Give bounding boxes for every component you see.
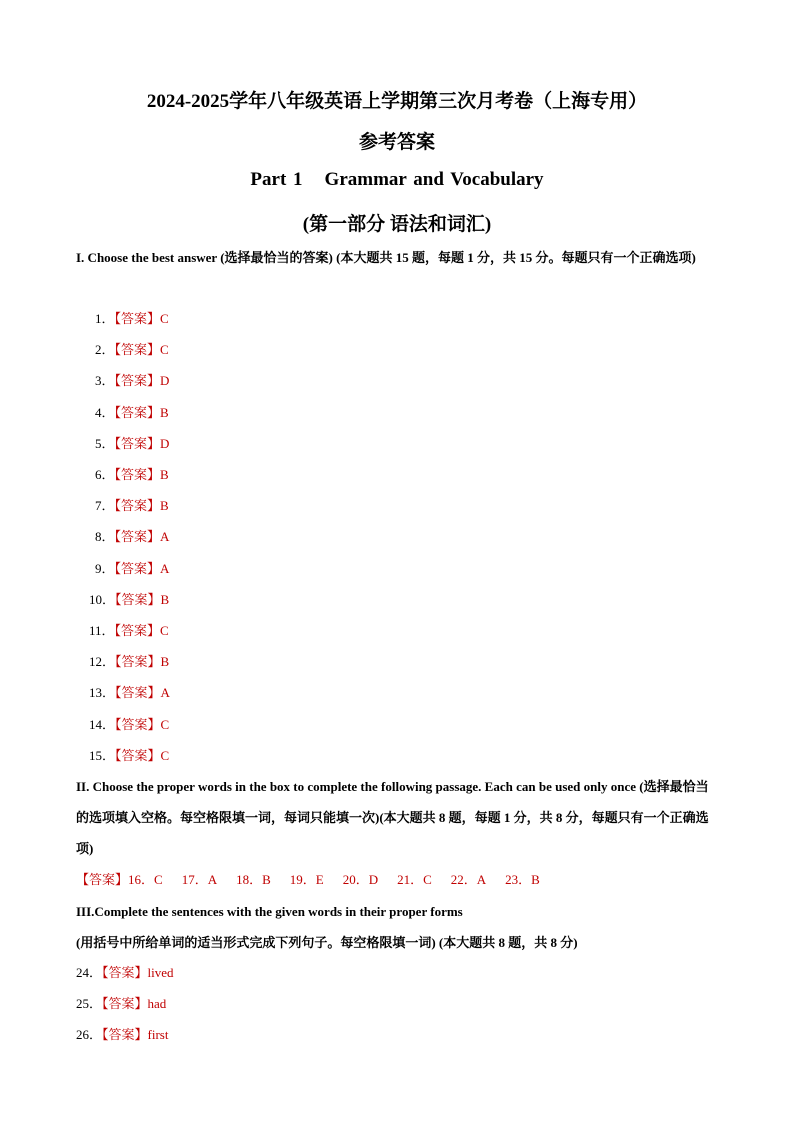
answer-item: 19．E	[289, 872, 324, 887]
answer-value: D	[160, 435, 170, 451]
answer-tag: 【答案】	[102, 965, 148, 980]
section2-instruction: II. Choose the proper words in the box to complete the following passage. Each can be used only once (选择最恰当的选项填入空格。每空格限填一词，每词只能填一次)(本大题共 8 题，每题 1 分，共 8 分，每题只有一个正确选项)	[76, 779, 709, 856]
answer-item: 22．A	[450, 872, 487, 887]
question-number: 1．	[95, 311, 115, 326]
answer-value: B	[160, 498, 169, 514]
answer-item: 20．D	[342, 872, 379, 887]
question-number: 6．	[95, 467, 115, 482]
answer-item: 21．C	[397, 872, 432, 887]
question-number: 10．	[89, 591, 116, 607]
section3-instruction-en: III.Complete the sentences with the given words in their proper forms	[76, 904, 463, 919]
question-number: 12．	[89, 654, 116, 670]
answer-tag: 【答案】	[114, 373, 161, 389]
answer-tag: 【答案】	[115, 591, 161, 607]
answer-row	[95, 496, 169, 516]
answer-value: B	[160, 467, 169, 482]
answer-tag: 【答案】	[114, 311, 161, 326]
answer-tag: 【答案】	[114, 342, 161, 358]
question-number: 25．	[76, 996, 103, 1012]
answer-row	[89, 746, 169, 766]
answer-row	[95, 465, 169, 485]
question-number: 7．	[95, 498, 115, 514]
question-number: 13．	[89, 685, 116, 701]
answer-tag: 【答案】	[102, 1027, 148, 1043]
answer-tag: 【答案】	[114, 435, 161, 451]
answer-tag: 【答案】	[102, 996, 148, 1012]
section1-instruction: I. Choose the best answer (选择最恰当的答案) (本大题共 15 题，每题 1 分，共 15 分。每题只有一个正确选项)	[76, 250, 696, 265]
answer-value: A	[160, 685, 170, 701]
answer-value: lived	[147, 965, 174, 980]
part-name: Part 1	[250, 169, 303, 190]
answer-row	[95, 309, 169, 329]
question-number: 14．	[89, 716, 116, 732]
question-number: 5．	[95, 435, 115, 451]
answer-item: 17．A	[181, 872, 218, 887]
question-number: 11．	[89, 623, 115, 638]
answer-row	[95, 371, 169, 391]
answer-row	[76, 1025, 168, 1045]
answer-tag: 【答案】	[114, 623, 161, 638]
answer-row	[89, 715, 169, 735]
answer-tag: 【答案】	[114, 529, 161, 545]
answer-row	[89, 652, 169, 672]
question-number: 3．	[95, 373, 115, 389]
answer-value: C	[160, 716, 170, 732]
answer-tag: 【答案】	[115, 654, 161, 670]
section3-instruction-cn: (用括号中所给单词的适当形式完成下列句子。每空格限填一词) (本大题共 8 题，共 8 分)	[76, 935, 578, 950]
answer-tag: 【答案】	[76, 872, 129, 887]
answer-row	[95, 527, 169, 547]
question-number: 4．	[95, 404, 115, 420]
answer-value: A	[160, 560, 170, 576]
answer-row	[95, 559, 169, 579]
answer-tag: 【答案】	[114, 404, 161, 420]
question-number: 8．	[95, 529, 115, 545]
answer-value: C	[160, 623, 169, 638]
answer-row	[95, 340, 169, 360]
question-number: 15．	[89, 747, 116, 763]
part-heading	[0, 169, 794, 191]
question-number: 2．	[95, 342, 115, 358]
answer-item: 23．B	[505, 872, 540, 887]
answer-value: A	[160, 529, 170, 545]
answer-tag: 【答案】	[114, 560, 161, 576]
answer-row	[95, 434, 169, 454]
answer-row	[95, 403, 169, 423]
answer-value: B	[160, 591, 170, 607]
page-title: 2024-2025学年八年级英语上学期第三次月考卷（上海专用）	[146, 91, 648, 112]
answer-item: 16．C	[128, 872, 163, 887]
answer-tag: 【答案】	[114, 467, 161, 482]
answer-row	[76, 963, 174, 983]
question-number: 26．	[76, 1027, 103, 1043]
answer-value: C	[160, 311, 169, 326]
part-heading-cn: (第一部分 语法和词汇)	[302, 214, 492, 235]
question-number: 9．	[95, 560, 115, 576]
part-topic: Grammar and Vocabulary	[324, 169, 544, 190]
answer-tag: 【答案】	[115, 747, 161, 763]
page-subtitle: 参考答案	[358, 132, 435, 153]
answer-value: had	[147, 996, 167, 1012]
answer-tag: 【答案】	[115, 716, 161, 732]
answer-row	[89, 683, 170, 703]
answer-value: C	[160, 747, 170, 763]
answer-tag: 【答案】	[114, 498, 161, 514]
question-number: 24．	[76, 965, 103, 980]
answer-value: first	[147, 1027, 169, 1043]
answer-tag: 【答案】	[115, 685, 161, 701]
answer-row	[89, 621, 169, 641]
answer-row	[89, 590, 169, 610]
answer-item: 18．B	[236, 872, 271, 887]
section2-answers	[76, 870, 540, 890]
answer-value: B	[160, 654, 170, 670]
answer-value: B	[160, 404, 169, 420]
answer-value: C	[160, 342, 169, 358]
answer-row	[76, 994, 166, 1014]
answer-value: D	[160, 373, 170, 389]
